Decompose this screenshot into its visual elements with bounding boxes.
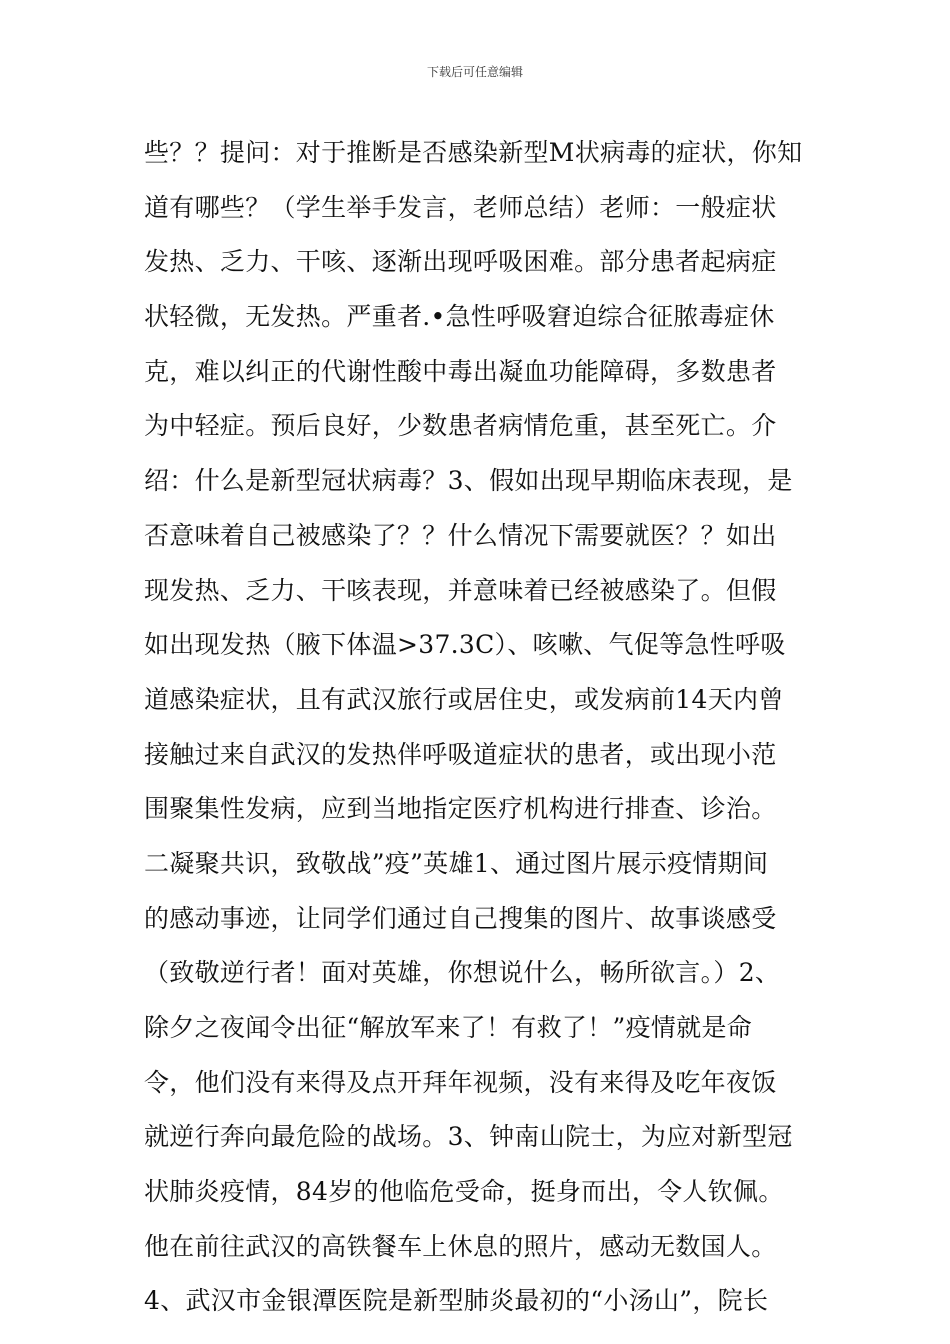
body-line: 接触过来自武汉的发热伴呼吸道症状的患者，或出现小范: [144, 739, 777, 769]
body-line: 否意味着自己被感染了？？什么情况下需要就医？？如出: [144, 520, 777, 550]
body-line: 4、武汉市金银潭医院是新型肺炎最初的“小汤山”，院长: [144, 1286, 769, 1316]
body-line: 道有哪些？（学生举手发言，老师总结）老师：一般症状: [144, 192, 777, 222]
body-line: 状肺炎疫情，84岁的他临危受命，挺身而出，令人钦佩。: [144, 1177, 784, 1207]
body-line: 状轻微，无发热。严重者.•急性呼吸窘迫综合征脓毒症休: [144, 302, 775, 332]
body-line: 如出现发热（腋下体温>37.3C）、咳嗽、气促等急性呼吸: [144, 630, 786, 660]
body-line: 绍：什么是新型冠状病毒？3、假如出现早期临床表现，是: [144, 466, 793, 496]
body-line: 的感动事迹，让同学们通过自己搜集的图片、故事谈感受: [144, 903, 777, 933]
page-header: 下载后可任意编辑: [426, 65, 523, 79]
body-line: 发热、乏力、干咳、逐渐出现呼吸困难。部分患者起病症: [144, 247, 777, 277]
body-line: 现发热、乏力、干咳表现，并意味着已经被感染了。但假: [144, 575, 777, 605]
body-line: 令，他们没有来得及点开拜年视频，没有来得及吃年夜饭: [144, 1067, 777, 1097]
body-line: 克，难以纠正的代谢性酸中毒出凝血功能障碍，多数患者: [144, 356, 777, 386]
body-line: 他在前往武汉的高铁餐车上休息的照片，感动无数国人。: [144, 1231, 777, 1261]
body-line: 为中轻症。预后良好，少数患者病情危重，甚至死亡。介: [144, 411, 777, 441]
document-body: [144, 126, 834, 1329]
body-line: 除夕之夜闻令出征“解放军来了！有救了！”疫情就是命: [144, 1013, 753, 1042]
body-line: 二凝聚共识，致敬战”疫”英雄1、通过图片展示疫情期间: [144, 848, 769, 878]
body-line: （致敬逆行者！面对英雄，你想说什么，畅所欲言。）2、: [144, 958, 781, 988]
body-line: 道感染症状，且有武汉旅行或居住史，或发病前14天内曾: [144, 684, 784, 714]
body-line: 围聚集性发病，应到当地指定医疗机构进行排查、诊治。: [144, 794, 777, 824]
body-line: 些？？提问：对于推断是否感染新型M状病毒的症状，你知: [144, 138, 803, 167]
body-line: 就逆行奔向最危险的战场。3、钟南山院士，为应对新型冠: [144, 1122, 793, 1152]
